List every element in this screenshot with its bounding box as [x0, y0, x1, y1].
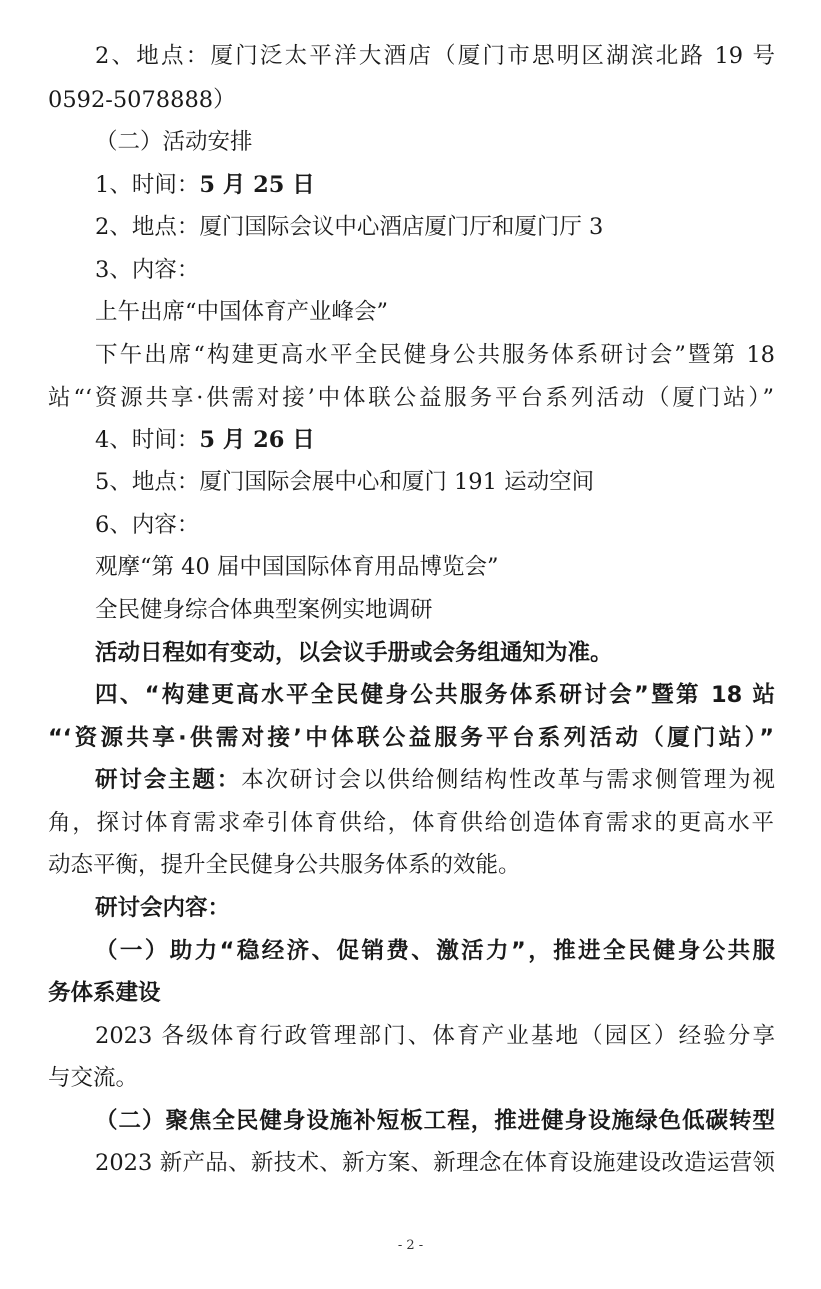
schedule-notice: 活动日程如有变动，以会议手册或会务组通知为准。	[95, 640, 613, 666]
topic-one-body-cont: 与交流。	[48, 1065, 139, 1091]
topic-two-body: 2023 新产品、新技术、新方案、新理念在体育设施建设改造运营领	[95, 1150, 775, 1176]
topic-one-heading-cont: 务体系建设	[48, 980, 161, 1006]
afternoon-activity-cont: 站“‘资源共享·供需对接’中体联公益服务平台系列活动（厦门站）”	[48, 385, 774, 411]
seminar-content-label: 研讨会内容：	[95, 895, 231, 921]
content-label-2: 6、内容：	[95, 512, 200, 538]
topic-one-heading: （一）助力“稳经济、促销费、激活力”，推进全民健身公共服	[95, 938, 775, 964]
seminar-theme: 研讨会主题：本次研讨会以供给侧结构性改革与需求侧管理为视	[95, 767, 775, 793]
topic-two-heading: （二）聚焦全民健身设施补短板工程，推进健身设施绿色低碳转型	[95, 1108, 775, 1134]
venue-phone-line: 0592-5078888）	[48, 87, 236, 113]
page-number: - 2 -	[397, 1238, 424, 1253]
time-line-1: 1、时间：5 月 25 日	[95, 172, 315, 198]
section-four-heading: 四、“构建更高水平全民健身公共服务体系研讨会”暨第 18 站	[95, 682, 775, 708]
seminar-theme-cont-2: 动态平衡，提升全民健身公共服务体系的效能。	[48, 852, 521, 878]
time-line-2: 4、时间：5 月 26 日	[95, 427, 315, 453]
seminar-theme-cont-1: 角，探讨体育需求牵引体育供给，体育供给创造体育需求的更高水平	[48, 810, 774, 836]
field-research: 全民健身综合体典型案例实地调研	[95, 597, 433, 623]
morning-activity: 上午出席“中国体育产业峰会”	[95, 299, 389, 325]
afternoon-activity: 下午出席“构建更高水平全民健身公共服务体系研讨会”暨第 18	[95, 342, 775, 368]
topic-one-body: 2023 各级体育行政管理部门、体育产业基地（园区）经验分享	[95, 1023, 775, 1049]
location-line-1: 2、地点：厦门国际会议中心酒店厦门厅和厦门厅 3	[95, 214, 604, 240]
expo-visit: 观摩“第 40 届中国国际体育用品博览会”	[95, 554, 499, 580]
section-four-heading-cont: “‘资源共享·供需对接’中体联公益服务平台系列活动（厦门站）”	[48, 725, 774, 751]
content-label-1: 3、内容：	[95, 257, 200, 283]
venue-line: 2、地点：厦门泛太平洋大酒店（厦门市思明区湖滨北路 19 号	[95, 43, 775, 69]
location-line-2: 5、地点：厦门国际会展中心和厦门 191 运动空间	[95, 469, 595, 495]
section-heading-activity: （二）活动安排	[95, 129, 253, 155]
